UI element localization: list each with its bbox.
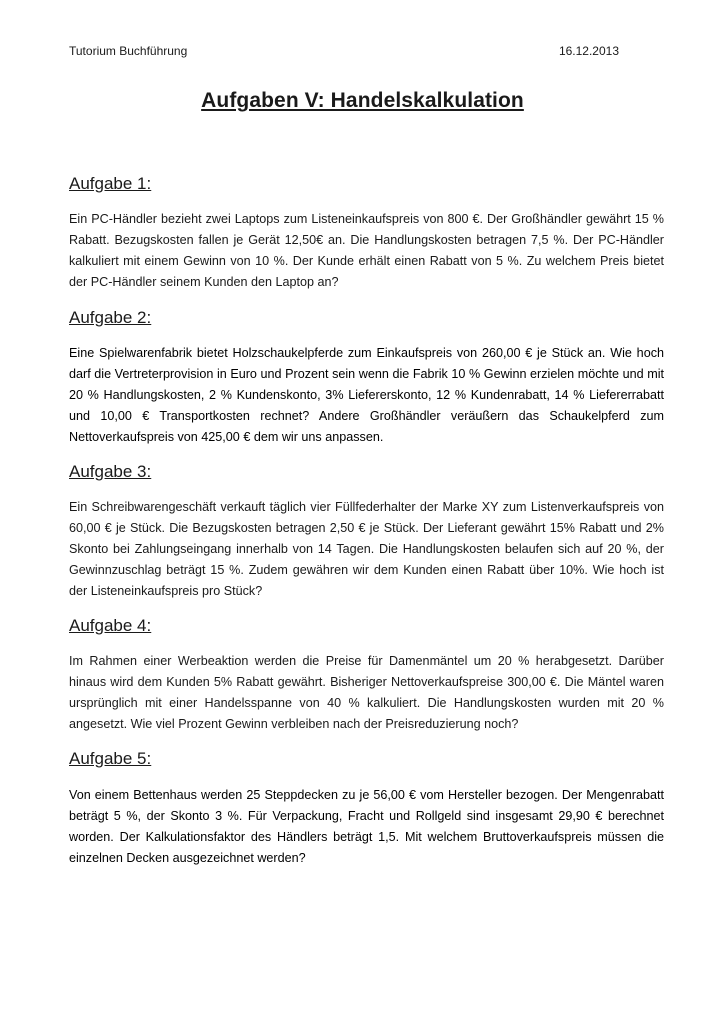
- task-2-text: Eine Spielwarenfabrik bietet Holzschaukelpferde zum Einkaufspreis von 260,00 € je Stück an. Wie hoch darf die Vertreterprovision in Euro und Prozent sein wenn die Fabrik 10 % Gewinn erzielen möchte und mit 20 % Handlungskosten, 2 % Kundenskonto, 3% Liefererskonto, 12 % Kundenrabatt, 14 % Liefererrabatt und 10,00 € Transportkosten rechnet? Andere Großhändler veräußern das Schaukelpferd zum Nettoverkaufspreis von 425,00 € dem wir uns anpassen.: [69, 346, 664, 444]
- task-1-heading: Aufgabe 1:: [69, 174, 152, 193]
- task-5-text: Von einem Bettenhaus werden 25 Steppdecken zu je 56,00 € vom Hersteller bezogen. Der Mengenrabatt beträgt 5 %, der Skonto 3 %. Für Verpackung, Fracht und Rollgeld sind insgesamt 29,90 € berechnet worden. Der Kalkulationsfaktor des Händlers beträgt 1,5. Mit welchem Bruttoverkaufspreis müssen die einzelnen Decken ausgezeichnet werden?: [69, 788, 664, 865]
- page-title: Aufgaben V: Handelskalkulation: [201, 89, 524, 112]
- header-date: 16.12.2013: [558, 44, 619, 58]
- task-3-text: Ein Schreibwarengeschäft verkauft täglich vier Füllfederhalter der Marke XY zum Listenverkaufspreis von 60,00 € je Stück. Die Bezugskosten betragen 2,50 € je Stück. Der Lieferant gewährt 15% Rabatt und 2% Skonto bei Zahlungseingang innerhalb von 14 Tagen. Die Handlungskosten belaufen sich auf 20 %, der Gewinnzuschlag beträgt 15 %. Zudem gewähren wir dem Kunden einen Rabatt über 10%. Wie hoch ist der Listeneinkaufspreis pro Stück?: [69, 500, 664, 598]
- page-header: [69, 44, 619, 58]
- task-1-text: Ein PC-Händler bezieht zwei Laptops zum Listeneinkaufspreis von 800 €. Der Großhändler gewährt 15 % Rabatt. Bezugskosten fallen je Gerät 12,50€ an. Die Handlungskosten betragen 7,5 %. Der PC-Händler kalkuliert mit einem Gewinn von 10 %. Der Kunde erhält einen Rabatt von 5 %. Zu welchem Preis bietet der PC-Händler seinem Kunden den Laptop an?: [69, 212, 664, 289]
- task-3-heading: Aufgabe 3:: [69, 462, 152, 481]
- task-4-text: Im Rahmen einer Werbeaktion werden die Preise für Damenmäntel um 20 % herabgesetzt. Darüber hinaus wird dem Kunden 5% Rabatt gewährt. Bisheriger Nettoverkaufspreise 300,00 €. Die Mäntel waren ursprünglich mit einer Handelsspanne von 40 % kalkuliert. Die Handlungskosten wurden mit 20 % angesetzt. Wie viel Prozent Gewinn verbleiben nach der Preisreduzierung noch?: [69, 654, 664, 731]
- task-4-heading: Aufgabe 4:: [69, 616, 152, 635]
- task-2-heading: Aufgabe 2:: [69, 308, 152, 327]
- task-5-heading: Aufgabe 5:: [69, 749, 152, 768]
- header-course-name: Tutorium Buchführung: [69, 44, 188, 58]
